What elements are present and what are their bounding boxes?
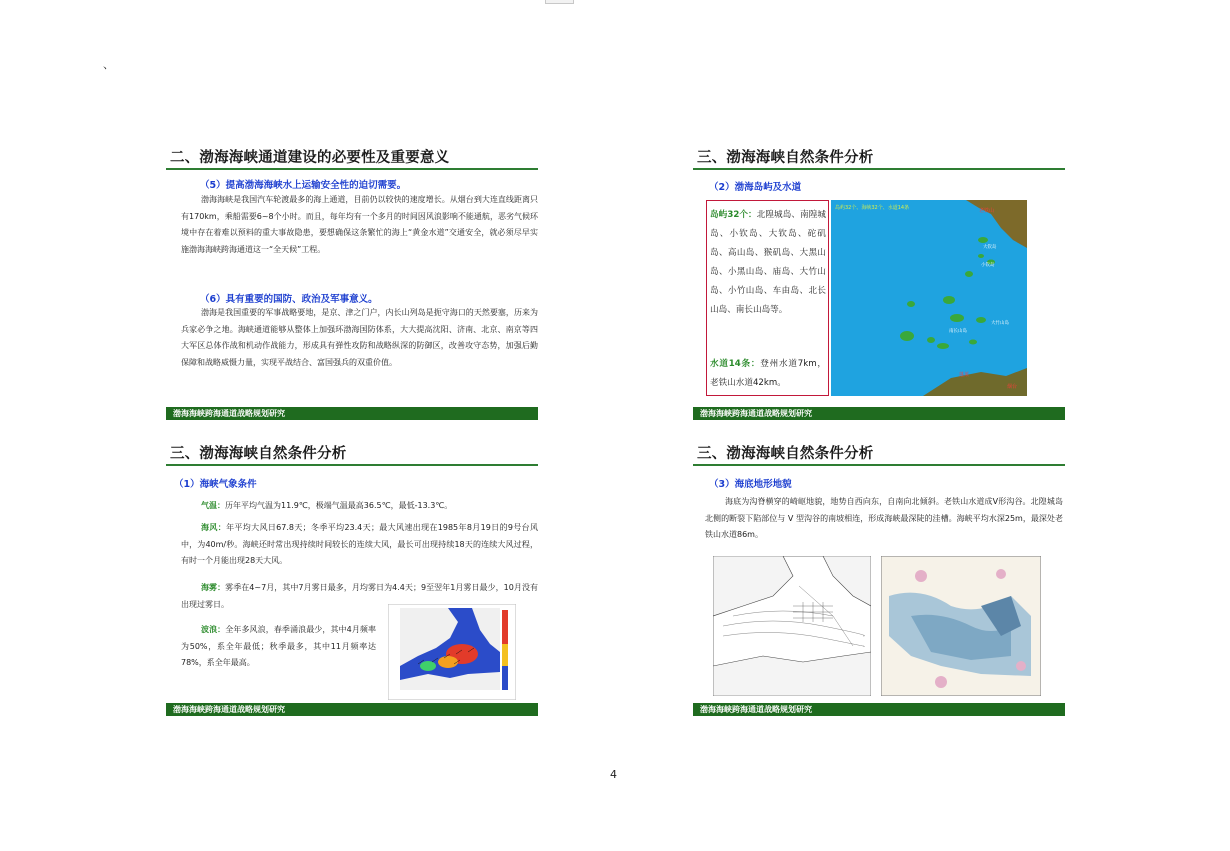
- wind-field-chart: [388, 604, 516, 700]
- temperature-paragraph: [181, 498, 538, 515]
- seabed-sketch-map: [713, 556, 871, 696]
- sea-area: [831, 200, 1027, 396]
- section-6-body: [181, 305, 538, 371]
- island: [900, 331, 914, 341]
- island: [927, 337, 935, 343]
- map-label: 烟台: [1007, 384, 1018, 390]
- island: [907, 301, 915, 307]
- slide-title: 三、渤海海峡自然条件分析: [697, 446, 874, 462]
- title-rule: [166, 464, 538, 466]
- slide-title: 三、渤海海峡自然条件分析: [170, 446, 347, 462]
- seabed-paragraph: [705, 494, 1063, 544]
- island: [950, 314, 964, 322]
- wave-paragraph: [181, 622, 376, 672]
- slide-seabed: [693, 430, 1065, 716]
- color-scale: [502, 666, 508, 690]
- temperature-text: 历年平均气温为11.9℃，极端气温最高36.5℃，最低-13.3℃。: [225, 501, 453, 510]
- map-label: 南长山岛: [949, 329, 967, 334]
- section-6-text: 渤海是我国重要的军事战略要地，是京、津之门户，内长山列岛是扼守海口的天然要塞，历来为兵家必争之地。海峡通道能够从整体上加强环渤海国防体系，大大提高沈阳、济南、北京、南京等四大军区总体作战和机动作战能力，形成具有弹性攻防和战略纵深的防御区，改善攻守态势，加强后勤保障和战略威慑力量，实现平战结合、富国强兵的双重价值。: [181, 308, 538, 367]
- island: [978, 254, 984, 258]
- stray-mark: 、: [103, 58, 114, 71]
- map-label: 蓬莱: [959, 372, 970, 378]
- island: [969, 340, 977, 345]
- title-rule: [693, 464, 1065, 466]
- channels-text: 登州水道7km，老铁山水道42km。: [710, 359, 826, 388]
- island: [965, 271, 973, 277]
- island: [978, 237, 988, 243]
- slide-title: 三、渤海海峡自然条件分析: [697, 150, 874, 166]
- islands-paragraph: [710, 206, 826, 320]
- wave-label: 波浪：: [201, 625, 226, 634]
- wind-label: 海风：: [201, 523, 227, 532]
- low-wind-zone: [420, 661, 436, 671]
- map-label: 大钦岛: [983, 245, 997, 250]
- fog-label: 海雾：: [201, 583, 226, 592]
- channels-label: 水道14条：: [710, 359, 761, 369]
- mid-wind-zone: [438, 656, 458, 668]
- section-5-text: 渤海海峡是我国汽车轮渡最多的海上通道，目前仍以较快的速度增长。从烟台到大连直线距离只有170km，乘船需要6~8个小时。而且，每年均有一个多月的时间因风浪影响不能通航，恶劣气候环境中存在着难以预料的重大事故隐患，要想确保这条繁忙的海上“黄金水道”交通安全，就必须尽早实施渤海海峡跨海通道这一“全天候”工程。: [181, 195, 538, 254]
- island: [976, 317, 986, 323]
- wind-text: 年平均大风日67.8天；冬季平均23.4天；最大风速出现在1985年8月19日的9号台风中，为40m/秒。海峡还时常出现持续时间较长的连续大风，最长可出现持续18天的连续大风过程，有时一个月能出现28天大风。: [181, 523, 539, 565]
- map-label: 大竹山岛: [991, 321, 1009, 326]
- section-6-heading: （6）具有重要的国防、政治及军事意义。: [200, 294, 378, 305]
- seabed-text: 海底为沟脊横穿的崎岖地貌，地势自西向东，自南向北倾斜。老铁山水道成V形沟谷。北隍城岛北侧的断裂下陷部位与 V 型沟谷的南坡相连，形成海峡最深陡的洼槽。海峡平均水深25m，最深处老铁山水道86m。: [705, 497, 1063, 539]
- title-rule: [166, 168, 538, 170]
- slide-subtitle: （1）海峡气象条件: [174, 479, 257, 490]
- slide-islands: [693, 134, 1065, 420]
- island: [937, 343, 949, 349]
- seabed-depth-map: [881, 556, 1041, 696]
- slide-subtitle: （2）渤海岛屿及水道: [709, 182, 802, 193]
- islands-map: [831, 200, 1027, 396]
- title-rule: [693, 168, 1065, 170]
- page-top-marker: [545, 0, 574, 4]
- slide-footer: 渤海海峡跨海通道战略规划研究: [693, 703, 1065, 716]
- slide-weather: [166, 430, 538, 716]
- island: [943, 296, 955, 304]
- section-5-body: [181, 192, 538, 258]
- temperature-label: 气温：: [201, 501, 225, 510]
- slide-necessity: [166, 134, 538, 420]
- wind-paragraph: [181, 520, 538, 570]
- wave-text: 全年多风浪，春季涌浪最少，其中4月频率为50%，系全年最低；秋季最多，其中11月频率达78%，系全年最高。: [181, 625, 377, 667]
- slide-subtitle: （3）海底地形地貌: [709, 479, 792, 490]
- islands-label: 岛屿32个：: [710, 210, 757, 220]
- color-scale: [502, 644, 508, 666]
- map-label: 小钦岛: [981, 263, 995, 268]
- islands-text: 北隍城岛、南隍城岛、小钦岛、大钦岛、砣矶岛、高山岛、猴矶岛、大黑山岛、小黑山岛、庙岛、大竹山岛、小竹山岛、车由岛、北长山岛、南长山岛等。: [710, 210, 826, 315]
- page-number: 4: [610, 768, 617, 781]
- map-label: 老铁山: [979, 208, 995, 214]
- slide-footer: 渤海海峡跨海通道战略规划研究: [693, 407, 1065, 420]
- slide-footer: 渤海海峡跨海通道战略规划研究: [166, 407, 538, 420]
- slide-title: 二、渤海海峡通道建设的必要性及重要意义: [170, 150, 450, 166]
- slide-footer: 渤海海峡跨海通道战略规划研究: [166, 703, 538, 716]
- channels-paragraph: [710, 355, 826, 393]
- map-header: 岛屿32个、海峡32个、水道14条: [835, 205, 910, 211]
- section-5-heading: （5）提高渤海海峡水上运输安全性的迫切需要。: [200, 180, 407, 191]
- fog-text: 雾季在4~7月，其中7月雾日最多，月均雾日为4.4天；9至翌年1月雾日最少，10月没有出现过雾日。: [181, 583, 538, 609]
